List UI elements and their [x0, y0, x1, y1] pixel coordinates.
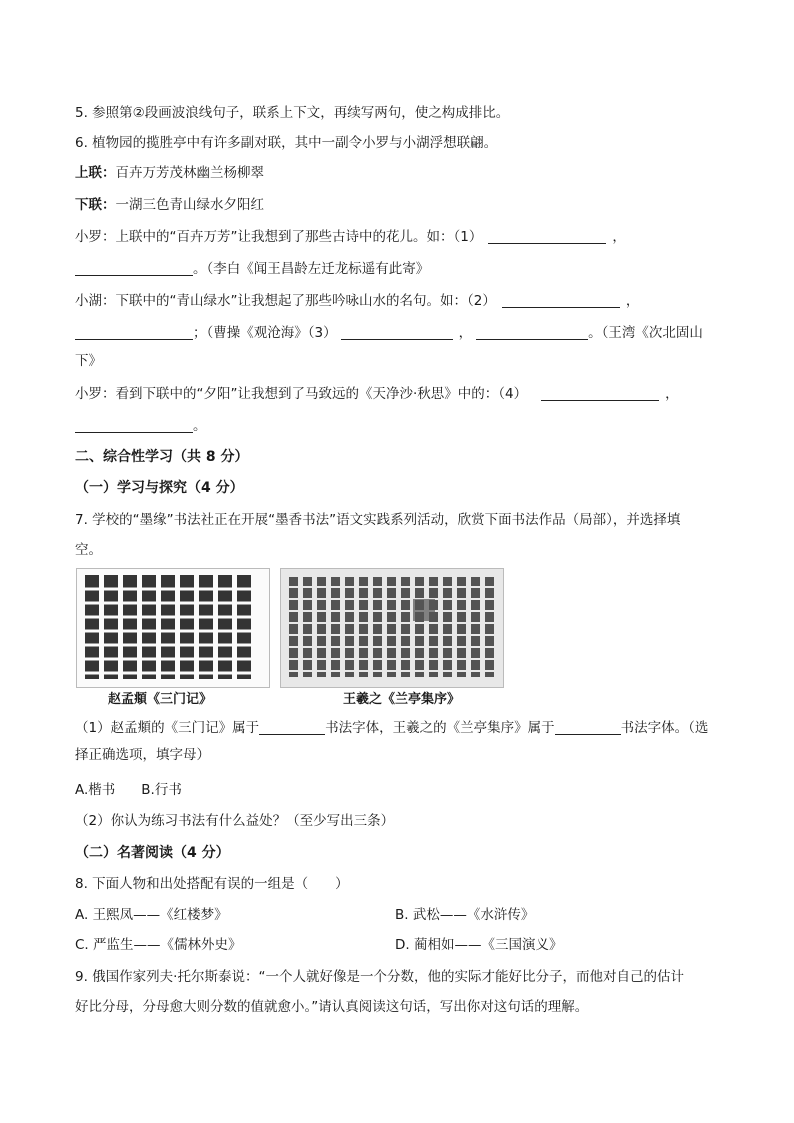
question-7-2: （2）你认为练习书法有什么益处？（至少写出三条） [75, 813, 395, 829]
answer-blank-2b[interactable] [75, 324, 193, 340]
answer-blank-1a[interactable] [488, 228, 606, 244]
section-2-heading: 二、综合性学习（共 8 分） [75, 449, 249, 465]
answer-blank-2a[interactable] [502, 292, 620, 308]
question-8-row-1 [75, 905, 724, 925]
caption-lantingjixu: 王羲之《兰亭集序》 [343, 692, 461, 707]
lower-couplet-label: 下联： [75, 197, 116, 213]
q7-1-text-c: 书法字体。（选 [620, 720, 709, 736]
xiaohu-line-1 [75, 291, 724, 311]
question-7-line-1: 7. 学校的“墨缘”书法社正在开展“墨香书法”语文实践系列活动，欣赏下面书法作品（局部），并选择填 [75, 512, 681, 528]
comma: ， [625, 293, 640, 309]
q7-1-text-b: 书法字体，王羲之的《兰亭集序》属于 [325, 720, 555, 736]
xiaohu-prompt: 小湖：下联中的“青山绿水”让我想起了那些吟咏山水的名句。如：（2） [75, 293, 496, 309]
period: 。 [193, 418, 207, 434]
option-a-kaishu: A.楷书 [75, 782, 116, 798]
answer-blank-3b[interactable] [476, 324, 588, 340]
option-8a: A. 王熙凤——《红楼梦》 [75, 907, 228, 923]
answer-blank-7-1b[interactable] [555, 719, 621, 735]
source-li-bai: 。（李白《闻王昌龄左迁龙标遥有此寄》 [193, 261, 430, 277]
comma: ， [612, 229, 626, 245]
xiaoluo-line-1 [75, 227, 724, 247]
question-9-line-1: 9. 俄国作家列夫·托尔斯泰说：“一个人就好像是一个分数，他的实际才能好比分子，而他对自己的估计 [75, 969, 684, 985]
upper-couplet [75, 163, 724, 183]
question-7-1-line-2: 择正确选项，填字母） [75, 747, 210, 763]
lower-couplet-text: 一湖三色青山绿水夕阳红 [115, 197, 264, 213]
q7-1-text-a: （1）赵孟頫的《三门记》属于 [75, 720, 260, 736]
xiaoluo-line-2 [75, 259, 724, 279]
source-wang-wan: 。（王湾《次北固山 [588, 325, 703, 341]
question-8: 8. 下面人物和出处搭配有误的一组是（ ） [75, 876, 349, 892]
caption-sanmenji: 赵孟頫《三门记》 [108, 692, 213, 707]
answer-blank-3a[interactable] [341, 324, 453, 340]
question-7-options [75, 780, 724, 800]
comma: ， [458, 325, 473, 341]
answer-blank-7-1a[interactable] [259, 719, 325, 735]
upper-couplet-text: 百卉万芳茂林幽兰杨柳翠 [115, 165, 264, 181]
comma: ， [665, 386, 679, 402]
source-cao-cao: ；（曹操《观沧海》（3） [193, 325, 337, 341]
calligraphy-image-sanmenji [76, 568, 270, 688]
xiaoluo-line-3 [75, 384, 724, 404]
question-7-1-line-1 [75, 718, 724, 738]
xiaoluo-prompt-1: 小罗：上联中的“百卉万芳”让我想到了那些古诗中的花儿。如：（1） [75, 229, 483, 245]
option-8b: B. 武松——《水浒传》 [395, 907, 535, 923]
question-6: 6. 植物园的揽胜亭中有许多副对联，其中一副令小罗与小湖浮想联翩。 [75, 135, 498, 151]
xiaoluo-line-4 [75, 416, 724, 436]
xiaohu-line-2 [75, 323, 724, 343]
question-7-line-2: 空。 [75, 542, 102, 558]
subsection-1-heading: （一）学习与探究（4 分） [75, 480, 244, 496]
answer-blank-4b[interactable] [75, 417, 193, 433]
option-b-xingshu: B.行书 [141, 782, 182, 798]
option-8c: C. 严监生——《儒林外史》 [75, 937, 242, 953]
upper-couplet-label: 上联： [75, 165, 116, 181]
answer-blank-4a[interactable] [541, 385, 659, 401]
subsection-2-heading: （二）名著阅读（4 分） [75, 845, 230, 861]
answer-blank-1b[interactable] [75, 260, 193, 276]
question-8-row-2 [75, 935, 724, 955]
xiaohu-line-3: 下》 [75, 353, 102, 369]
lower-couplet [75, 195, 724, 215]
option-8d: D. 蔺相如——《三国演义》 [395, 937, 563, 953]
xiaoluo-prompt-2: 小罗：看到下联中的“夕阳”让我想到了马致远的《天净沙·秋思》中的：（4） [75, 386, 528, 402]
question-5: 5. 参照第②段画波浪线句子，联系上下文，再续写两句，使之构成排比。 [75, 105, 510, 121]
question-9-line-2: 好比分母，分母愈大则分数的值就愈小。”请认真阅读这句话，写出你对这句话的理解。 [75, 999, 589, 1015]
calligraphy-image-lantingjixu [280, 568, 504, 688]
